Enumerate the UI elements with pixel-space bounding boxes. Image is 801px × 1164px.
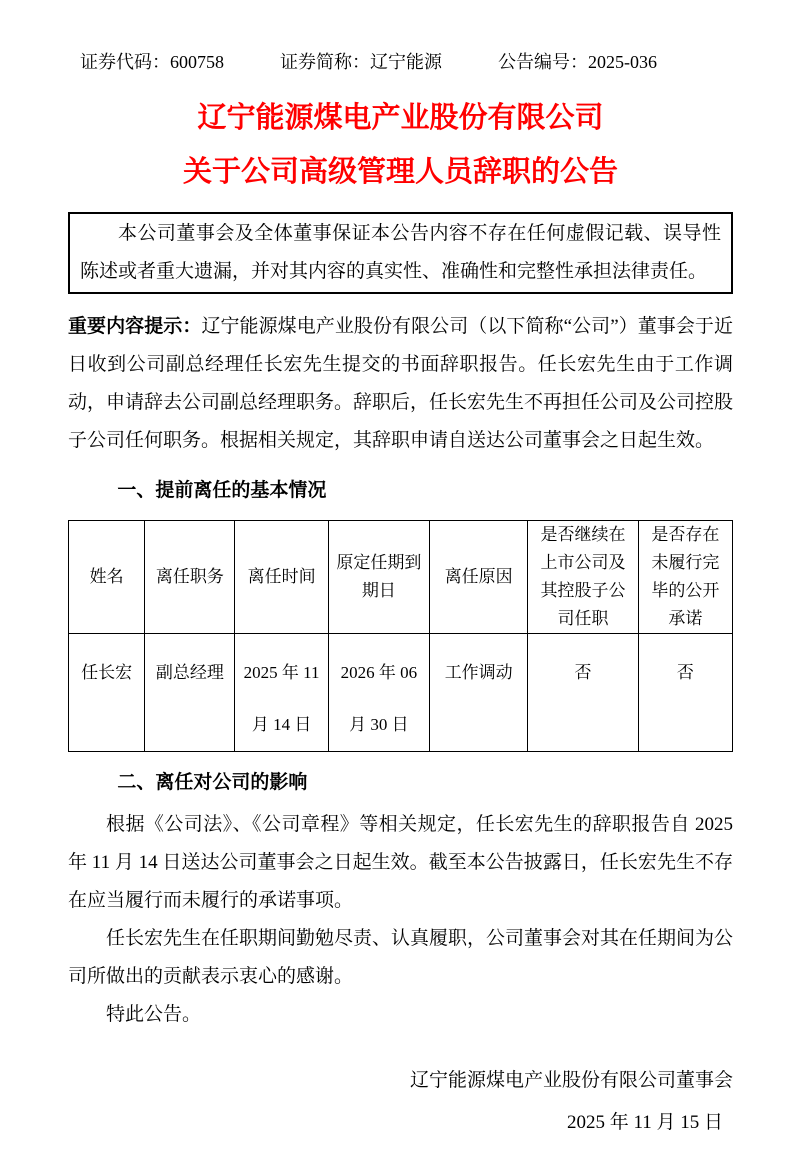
cell-departure-reason: 工作调动 (430, 634, 528, 752)
header-name: 姓名 (69, 521, 145, 634)
important-notice-text: 辽宁能源煤电产业股份有限公司（以下简称“公司”）董事会于近日收到公司副总经理任长宏先生提交的书面辞职报告。任长宏先生由于工作调动，申请辞去公司副总经理职务。辞职后，任长宏先生不再担任公司及公司控股子公司任何职务。根据相关规定，其辞职申请自送达公司董事会之日起生效。 (68, 316, 734, 451)
document-meta-line (68, 0, 733, 74)
signature-block (68, 1060, 733, 1144)
announcement-subject-title: 关于公司高级管理人员辞职的公告 (182, 156, 618, 188)
board-signature: 辽宁能源煤电产业股份有限公司董事会 (409, 1070, 733, 1091)
cell-departing-position: 副总经理 (145, 634, 235, 752)
section-two-heading: 二、离任对公司的影响 (117, 772, 308, 793)
header-original-term-end: 原定任期到期日 (328, 521, 429, 634)
impact-paragraph-1: 根据《公司法》、《公司章程》等相关规定，任长宏先生的辞职报告自 2025 年 11 月 14 日送达公司董事会之日起生效。截至本公告披露日，任长宏先生不存在应当履行而未履行的承诺事项。 (68, 814, 733, 911)
header-unfulfilled-commitments: 是否存在未履行完毕的公开承诺 (638, 521, 732, 634)
announcement-date: 2025 年 11 月 15 日 (566, 1112, 723, 1133)
header-departing-position: 离任职务 (145, 521, 235, 634)
announcement-number: 公告编号：2025-036 (498, 52, 657, 72)
header-continue-serving: 是否继续在上市公司及其控股子公司任职 (528, 521, 638, 634)
closing-statement: 特此公告。 (106, 1004, 202, 1025)
important-notice-label: 重要内容提示： (68, 316, 202, 337)
section-one-heading: 一、提前离任的基本情况 (117, 480, 327, 501)
table-header-row (69, 521, 733, 634)
disclaimer-text: 本公司董事会及全体董事保证本公告内容不存在任何虚假记载、误导性陈述或者重大遗漏，并对其内容的真实性、准确性和完整性承担法律责任。 (80, 223, 721, 282)
title-block (68, 98, 733, 192)
stock-abbr: 证券简称：辽宁能源 (280, 52, 442, 72)
cell-continue-serving: 否 (528, 634, 638, 752)
disclaimer-box (68, 212, 733, 294)
cell-name: 任长宏 (69, 634, 145, 752)
company-name-title: 辽宁能源煤电产业股份有限公司 (197, 102, 604, 134)
departure-info-table (68, 520, 733, 752)
header-departure-time: 离任时间 (235, 521, 328, 634)
stock-code: 证券代码：600758 (80, 52, 224, 72)
table-data-row (69, 634, 733, 752)
cell-unfulfilled-commitments: 否 (638, 634, 732, 752)
impact-paragraph-2: 任长宏先生在任职期间勤勉尽责、认真履职，公司董事会对其在任期间为公司所做出的贡献表示衷心的感谢。 (68, 928, 734, 987)
important-notice-paragraph (68, 308, 733, 460)
cell-original-term-end: 2026 年 06 月 30 日 (328, 634, 429, 752)
cell-departure-time: 2025 年 11 月 14 日 (235, 634, 328, 752)
header-departure-reason: 离任原因 (430, 521, 528, 634)
